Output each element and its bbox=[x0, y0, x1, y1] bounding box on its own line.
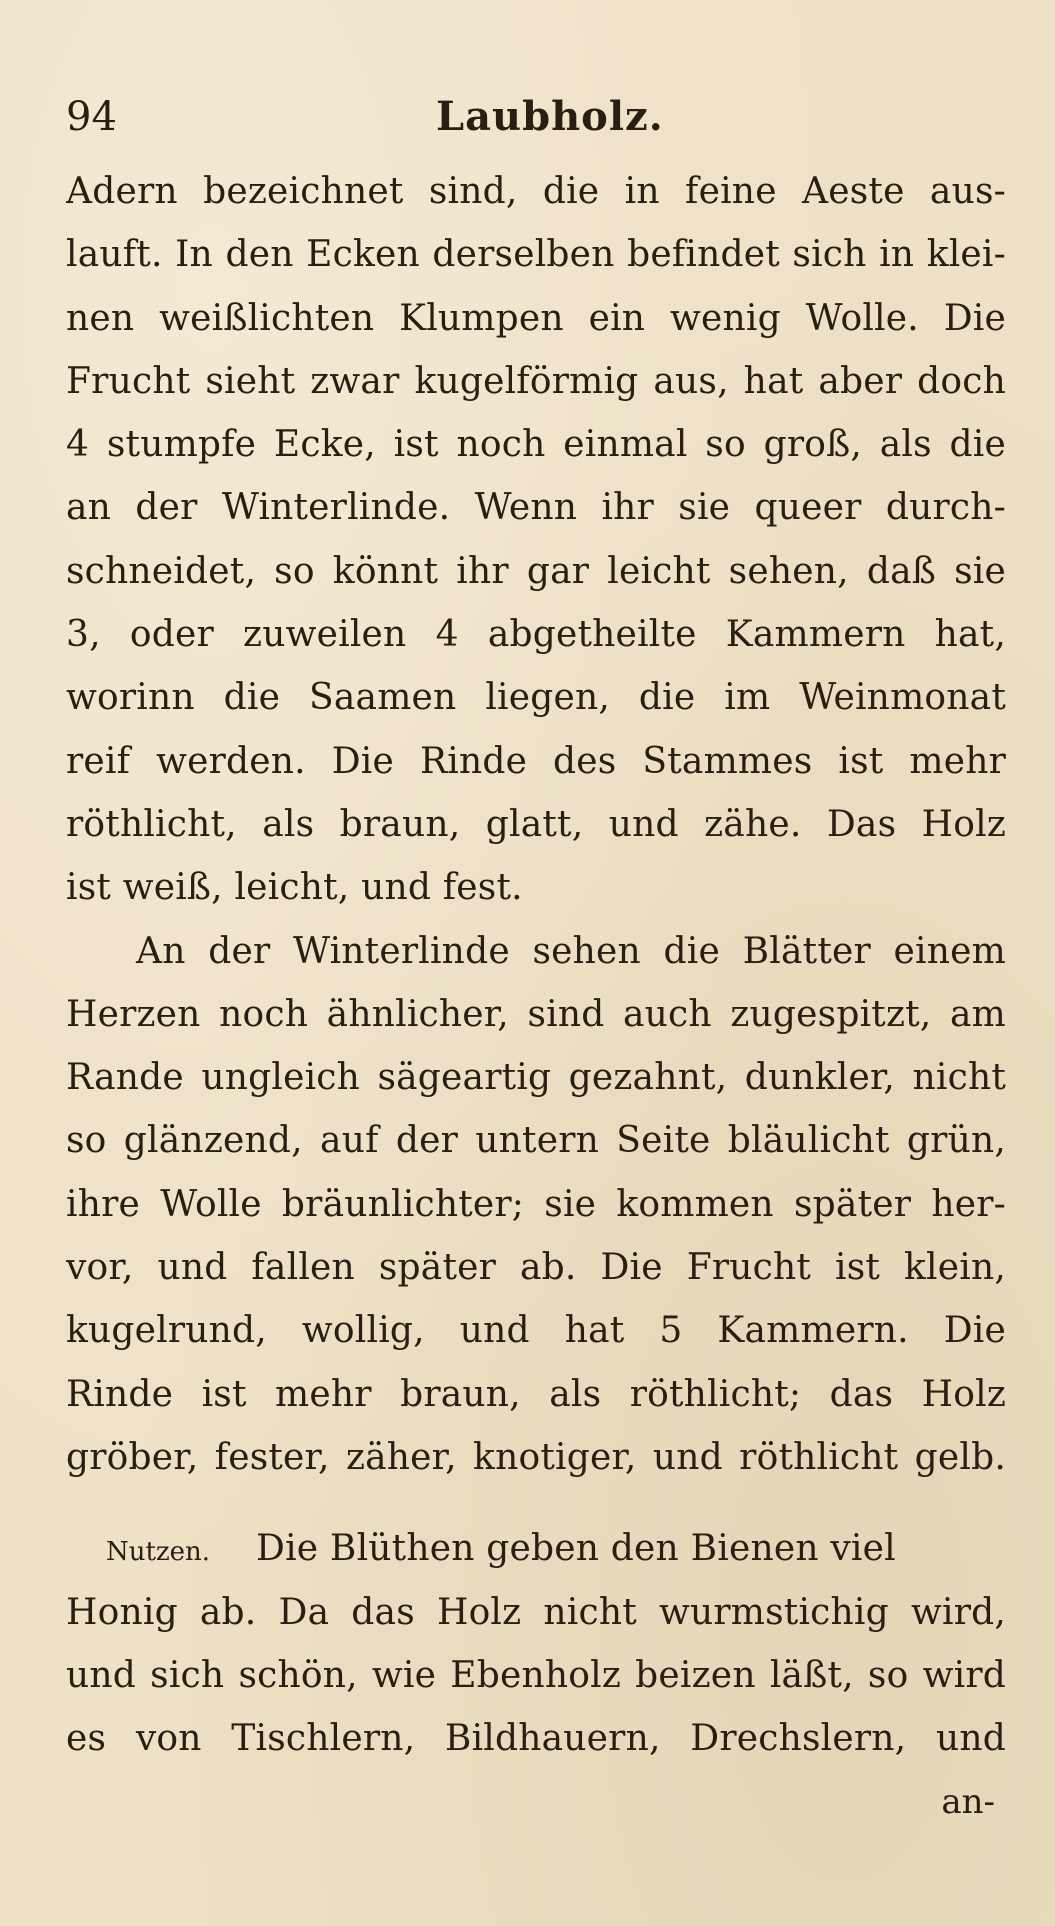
text-line: Adern bezeichnet sind, die in feine Aeste aus- bbox=[66, 171, 1006, 212]
text-line: kugelrund, wollig, und hat 5 Kammern. Die bbox=[66, 1310, 1006, 1352]
text-line bbox=[66, 1517, 1006, 1580]
page-number: 94 bbox=[66, 94, 117, 140]
text-line: nen weißlichten Klumpen ein wenig Wolle. Die bbox=[66, 297, 1006, 339]
text-line: lauft. In den Ecken derselben befindet sich in klei- bbox=[66, 234, 1006, 276]
text-line: gröber, fester, zäher, knotiger, und röthlicht gelb. bbox=[66, 1436, 1006, 1478]
text-line-content: Die Blüthen geben den Bienen viel bbox=[256, 1528, 896, 1570]
text-line: so glänzend, auf der untern Seite bläulicht grün, bbox=[66, 1120, 1006, 1162]
text-line: worinn die Saamen liegen, die im Weinmonat bbox=[66, 677, 1006, 719]
text-line: 4 stumpfe Ecke, ist noch einmal so groß, als die bbox=[66, 424, 1006, 466]
text-line: An der Winterlinde sehen die Blätter einem bbox=[136, 930, 1006, 972]
text-line: Rande ungleich sägeartig gezahnt, dunkler, nicht bbox=[66, 1057, 1006, 1099]
text-line: Frucht sieht zwar kugelförmig aus, hat aber doch bbox=[66, 360, 1006, 402]
body-text bbox=[66, 160, 1006, 1770]
text-line: 3, oder zuweilen 4 abgetheilte Kammern hat, bbox=[66, 614, 1006, 656]
text-line: es von Tischlern, Bildhauern, Drechslern, und bbox=[66, 1718, 1006, 1760]
text-line: schneidet, so könnt ihr gar leicht sehen, daß sie bbox=[66, 550, 1006, 592]
paragraph-gap bbox=[66, 1489, 1006, 1517]
text-line: und sich schön, wie Ebenholz beizen läßt, so wird bbox=[66, 1654, 1006, 1696]
margin-note: Nutzen. bbox=[106, 1537, 211, 1568]
text-line: an der Winterlinde. Wenn ihr sie queer durch- bbox=[66, 487, 1006, 529]
text-line: Rinde ist mehr braun, als röthlicht; das Holz bbox=[66, 1373, 1006, 1415]
text-line: Herzen noch ähnlicher, sind auch zugespitzt, am bbox=[66, 993, 1006, 1035]
text-line: vor, und fallen später ab. Die Frucht ist klein, bbox=[66, 1247, 1006, 1289]
page-header bbox=[66, 92, 996, 152]
text-line: ist weiß, leicht, und fest. bbox=[66, 867, 523, 909]
catchword: an- bbox=[941, 1782, 995, 1822]
text-line: reif werden. Die Rinde des Stammes ist mehr bbox=[66, 740, 1006, 782]
running-head: Laubholz. bbox=[436, 93, 664, 140]
text-line: Honig ab. Da das Holz nicht wurmstichig wird, bbox=[66, 1591, 1006, 1633]
text-line: röthlicht, als braun, glatt, und zähe. Das Holz bbox=[66, 803, 1006, 845]
text-line: ihre Wolle bräunlichter; sie kommen später her- bbox=[66, 1183, 1006, 1225]
